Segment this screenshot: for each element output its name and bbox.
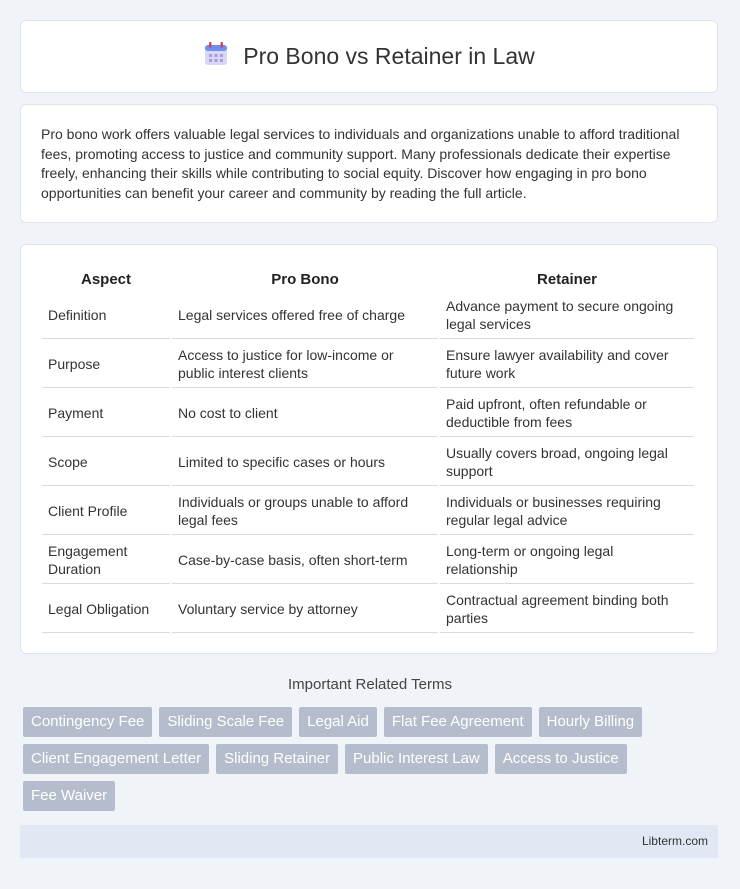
related-terms-title: Important Related Terms [288, 676, 452, 693]
tag-sliding-retainer[interactable]: Sliding Retainer [216, 744, 338, 774]
tag-client-engagement-letter[interactable]: Client Engagement Letter [23, 744, 209, 774]
table-cell: Engagement Duration [42, 537, 170, 584]
table-cell: Limited to specific cases or hours [172, 439, 438, 486]
column-header-retainer: Retainer [536, 271, 598, 288]
table-row [42, 439, 694, 486]
table-cell: Long-term or ongoing legal relationship [440, 537, 694, 584]
table-row [42, 341, 694, 388]
intro-text: Pro bono work offers valuable legal services to individuals and organizations unable to afford traditional fees, promoting access to justice and community support. Many professionals dedicate their expertise freely, enhancing their skills while contributing to social equity. Discover how engaging in pro bono opportunities can benefit your career and community by reading the full article. [41, 126, 680, 201]
table-cell: Voluntary service by attorney [172, 586, 438, 633]
intro-card [20, 104, 718, 223]
table-cell: Legal Obligation [42, 586, 170, 633]
table-row [42, 586, 694, 633]
tag-public-interest-law[interactable]: Public Interest Law [345, 744, 488, 774]
tag-sliding-scale-fee[interactable]: Sliding Scale Fee [159, 707, 292, 737]
table-cell: No cost to client [172, 390, 438, 437]
page-title: Pro Bono vs Retainer in Law [243, 43, 535, 69]
calendar-icon [203, 41, 229, 72]
tag-contingency-fee[interactable]: Contingency Fee [23, 707, 152, 737]
table-cell: Payment [42, 390, 170, 437]
comparison-table [40, 265, 696, 635]
table-cell: Case-by-case basis, often short-term [172, 537, 438, 584]
table-cell: Individuals or groups unable to afford legal fees [172, 488, 438, 535]
table-cell: Definition [42, 292, 170, 339]
footer [20, 825, 718, 858]
table-cell: Purpose [42, 341, 170, 388]
table-cell: Contractual agreement binding both parties [440, 586, 694, 633]
related-terms-list [23, 707, 723, 811]
table-cell: Ensure lawyer availability and cover future work [440, 341, 694, 388]
table-cell: Paid upfront, often refundable or deductible from fees [440, 390, 694, 437]
tag-legal-aid[interactable]: Legal Aid [299, 707, 377, 737]
tag-hourly-billing[interactable]: Hourly Billing [539, 707, 643, 737]
column-header-aspect: Aspect [80, 271, 132, 288]
table-cell: Usually covers broad, ongoing legal support [440, 439, 694, 486]
table-cell: Legal services offered free of charge [172, 292, 438, 339]
table-cell: Individuals or businesses requiring regular legal advice [440, 488, 694, 535]
table-header-row [42, 267, 694, 290]
tag-fee-waiver[interactable]: Fee Waiver [23, 781, 115, 811]
tag-access-to-justice[interactable]: Access to Justice [495, 744, 627, 774]
table-cell: Access to justice for low-income or public interest clients [172, 341, 438, 388]
table-row [42, 390, 694, 437]
comparison-card [20, 244, 718, 654]
table-row [42, 292, 694, 339]
table-row [42, 537, 694, 584]
table-cell: Advance payment to secure ongoing legal services [440, 292, 694, 339]
table-row [42, 488, 694, 535]
tag-flat-fee-agreement[interactable]: Flat Fee Agreement [384, 707, 532, 737]
footer-site-link[interactable]: Libterm.com [641, 834, 708, 848]
table-cell: Client Profile [42, 488, 170, 535]
column-header-pro-bono: Pro Bono [271, 271, 339, 288]
table-cell: Scope [42, 439, 170, 486]
header [20, 20, 718, 93]
